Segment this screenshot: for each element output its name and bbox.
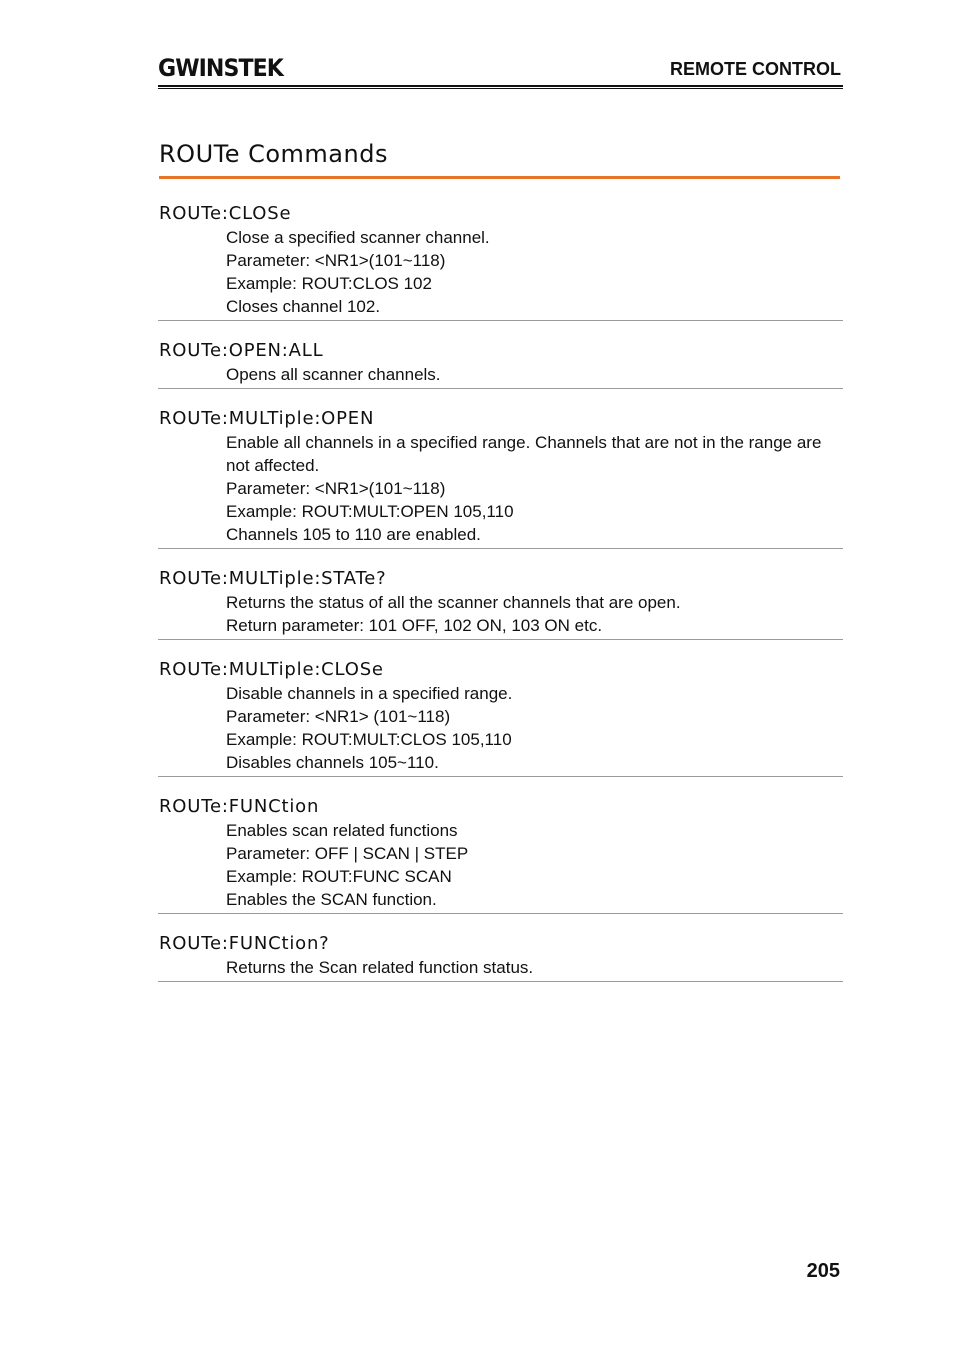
command-description-line: Parameter: <NR1>(101~118) [226,251,446,270]
command-description-line: Example: ROUT:CLOS 102 [226,274,432,293]
command-description-line: Parameter: OFF | SCAN | STEP [226,844,469,863]
page-title: ROUTe Commands [159,140,388,168]
page-header [158,52,843,90]
command-entry [158,640,843,777]
command-name: ROUTe:MULTiple:STATe? [159,568,387,589]
header-rule [158,85,843,89]
command-description-line: Opens all scanner channels. [226,365,441,384]
command-description-line: Return parameter: 101 OFF, 102 ON, 103 ON etc. [226,616,603,635]
command-name: ROUTe:FUNCtion [159,796,320,817]
command-name: ROUTe:CLOSe [159,203,292,224]
section-label: REMOTE CONTROL [670,59,841,79]
command-entry [158,200,843,321]
gwinstek-logo: GWINSTEK [158,54,283,82]
command-entry [158,914,843,982]
command-description-line: Enables scan related functions [226,821,458,840]
command-description-line: Enable all channels in a specified range. Channels that are not in the range are not affected. [226,433,822,475]
command-entry [158,777,843,914]
command-description-line: Example: ROUT:MULT:OPEN 105,110 [226,502,514,521]
command-description-line: Returns the status of all the scanner channels that are open. [226,593,681,612]
command-name: ROUTe:MULTiple:OPEN [159,408,375,429]
command-entry [158,321,843,389]
command-entry [158,389,843,549]
title-rule [159,176,840,179]
command-description-line: Close a specified scanner channel. [226,228,490,247]
command-list [158,200,843,982]
command-description-line: Parameter: <NR1> (101~118) [226,707,451,726]
command-entry [158,549,843,640]
command-description-line: Disables channels 105~110. [226,753,439,772]
command-name: ROUTe:MULTiple:CLOSe [159,659,384,680]
command-description-line: Closes channel 102. [226,297,381,316]
command-description-line: Returns the Scan related function status. [226,958,534,977]
command-name: ROUTe:FUNCtion? [159,933,330,954]
command-description-line: Disable channels in a specified range. [226,684,513,703]
command-description-line: Example: ROUT:FUNC SCAN [226,867,452,886]
command-description-line: Parameter: <NR1>(101~118) [226,479,446,498]
command-description-line: Channels 105 to 110 are enabled. [226,525,481,544]
page-number: 205 [806,1260,840,1282]
command-description-line: Example: ROUT:MULT:CLOS 105,110 [226,730,512,749]
command-name: ROUTe:OPEN:ALL [159,340,324,361]
command-description-line: Enables the SCAN function. [226,890,437,909]
